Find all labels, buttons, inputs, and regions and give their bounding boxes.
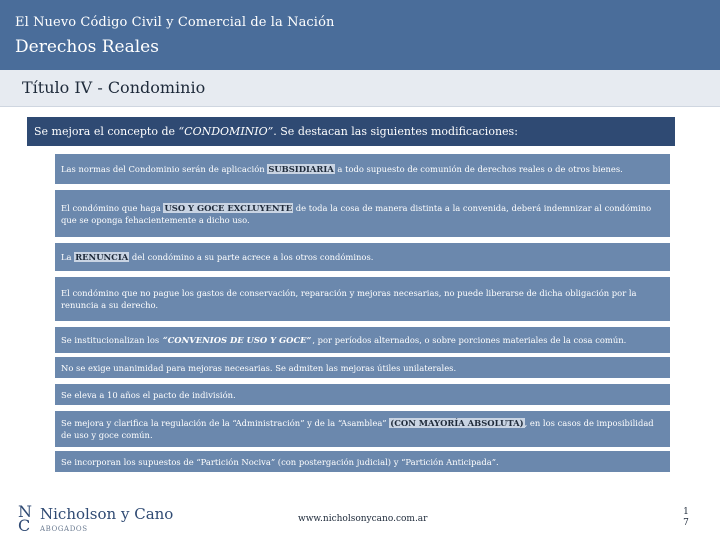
item-highlight: SUBSIDIARIA <box>268 164 334 174</box>
logo-monogram <box>18 502 40 537</box>
title-bar <box>0 70 720 107</box>
intro-prefix: Se mejora el concepto de <box>34 125 179 138</box>
item-text: El condómino que no pague los gastos de conservación, reparación y mejoras necesarias, no puede liberarse de dicha obligación por la renuncia a su derecho. <box>61 288 637 310</box>
website-link[interactable]: www.nicholsonycano.com.ar <box>298 514 428 524</box>
list-item <box>55 190 670 237</box>
logo-name: Nicholson y Cano <box>40 505 174 523</box>
item-text-end: , en los casos de imposibilidad de uso y goce común. <box>61 418 654 440</box>
item-text: Se incorporan los supuestos de “Partición Nociva” (con postergación judicial) y “Partición Anticipada”. <box>61 456 499 467</box>
list-item <box>55 384 670 405</box>
header-bar <box>0 0 720 70</box>
subject-title: Derechos Reales <box>15 37 159 57</box>
list-item <box>55 411 670 447</box>
item-text-end: de toda la cosa de manera distinta a la convenida, deberá indemnizar al condómino que se oponga fehacientemente a dicho uso. <box>61 202 652 225</box>
item-highlight: USO Y GOCE EXCLUYENTE <box>164 202 293 213</box>
item-text: Las normas del Condominio serán de aplicación <box>61 164 268 174</box>
list-item <box>55 243 670 271</box>
list-item <box>55 357 670 378</box>
item-text: La <box>61 252 75 262</box>
item-text-end: , por períodos alternados, o sobre porciones materiales de la cosa común. <box>312 335 627 345</box>
intro-banner <box>27 117 675 146</box>
item-text: No se exige unanimidad para mejoras necesarias. Se admiten las mejoras útiles unilaterales. <box>61 362 457 373</box>
intro-concept: “CONDOMINIO” <box>178 125 274 138</box>
item-text: El condómino que haga <box>61 202 164 213</box>
logo-mark-n: N <box>18 502 32 521</box>
logo-subtitle: ABOGADOS <box>40 525 88 533</box>
page-title: Título IV - Condominio <box>22 78 206 97</box>
item-text-end: del condómino a su parte acrece a los otros condóminos. <box>129 252 374 262</box>
item-text: Se mejora y clarifica la regulación de la “Administración” y de la “Asamblea” <box>61 418 390 428</box>
item-text-end: a todo supuesto de comunión de derechos reales o de otros bienes. <box>334 164 623 174</box>
list-item <box>55 277 670 321</box>
intro-suffix: . Se destacan las siguientes modificaciones: <box>273 125 518 138</box>
list-item <box>55 154 670 184</box>
item-highlight: (CON MAYORÍA ABSOLUTA) <box>390 418 524 428</box>
item-highlight: RENUNCIA <box>75 252 129 262</box>
page-number-digit-2: 7 <box>683 518 689 528</box>
item-highlight: “CONVENIOS DE USO Y GOCE” <box>162 335 312 345</box>
list-item <box>55 327 670 353</box>
item-text: Se institucionalizan los <box>61 335 162 345</box>
page-number-digit-1: 1 <box>683 507 689 517</box>
page-number <box>681 507 691 529</box>
item-text: Se eleva a 10 años el pacto de indivisión. <box>61 389 236 400</box>
intro-text <box>27 125 518 138</box>
logo-mark-c: C <box>18 516 31 535</box>
list-item <box>55 451 670 472</box>
course-title: El Nuevo Código Civil y Comercial de la Nación <box>15 15 335 30</box>
